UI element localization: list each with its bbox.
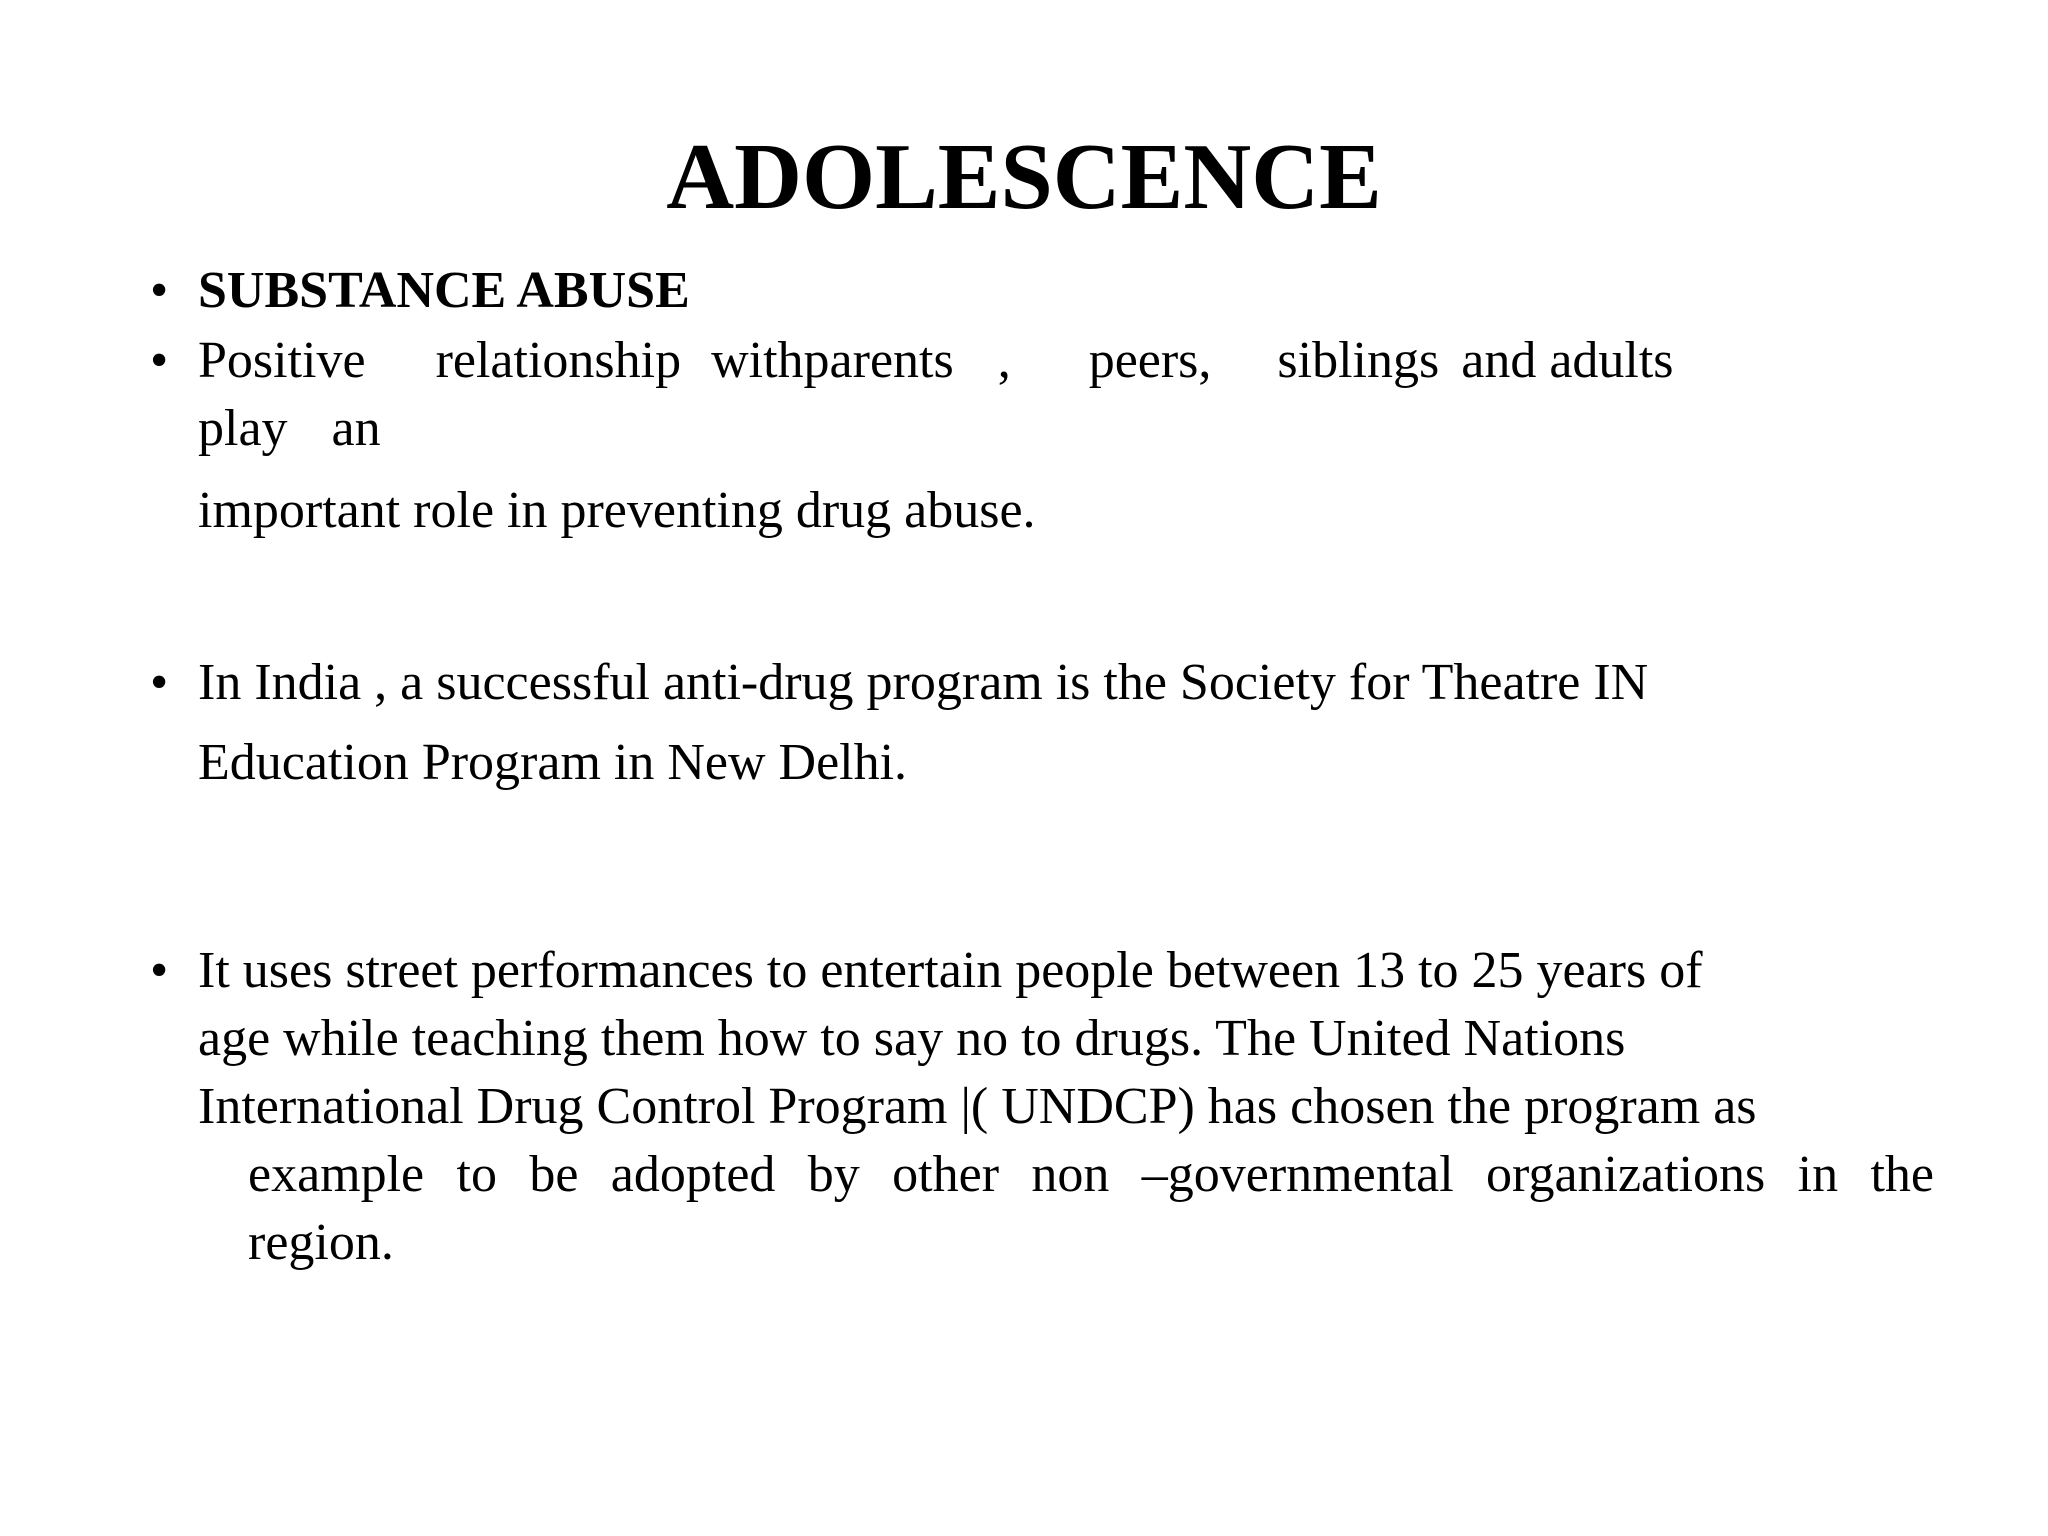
bullet-marker: [150, 330, 168, 392]
bullet-marker: [150, 652, 168, 714]
word: ,: [997, 332, 1011, 389]
slide-title: ADOLESCENCE: [666, 125, 1382, 229]
word: and adults: [1461, 332, 1674, 389]
bullet-3-line-1: In India , a successful anti-drug program is the Society for Theatre IN: [198, 654, 1649, 711]
bullet-2-line-2: [198, 398, 381, 460]
bullet-marker: [150, 260, 168, 322]
bullet-4-line-3: International Drug Control Program |( UNDCP) has chosen the program as: [198, 1078, 1757, 1135]
word: peers,: [1088, 332, 1212, 389]
bullet-4-line-1: It uses street performances to entertain people between 13 to 25 years of: [198, 942, 1703, 999]
word: Positive: [198, 332, 366, 389]
section-heading: SUBSTANCE ABUSE: [198, 262, 690, 319]
bullet-3-line-2: Education Program in New Delhi.: [198, 734, 908, 791]
word: withparents: [711, 332, 954, 389]
bullet-2-line-3: important role in preventing drug abuse.: [198, 482, 1036, 539]
word: relationship: [435, 332, 682, 389]
word: an: [331, 400, 381, 457]
bullet-marker: [150, 940, 168, 1002]
bullet-4-line-2: age while teaching them how to say no to drugs. The United Nations: [198, 1010, 1626, 1067]
word: siblings: [1277, 332, 1440, 389]
bullet-4-line-4: example to be adopted by other non –governmental organizations in the: [248, 1146, 1934, 1203]
word: play: [198, 400, 288, 457]
bullet-4-line-5: region.: [248, 1214, 394, 1271]
bullet-2-line-1: [198, 330, 1674, 392]
